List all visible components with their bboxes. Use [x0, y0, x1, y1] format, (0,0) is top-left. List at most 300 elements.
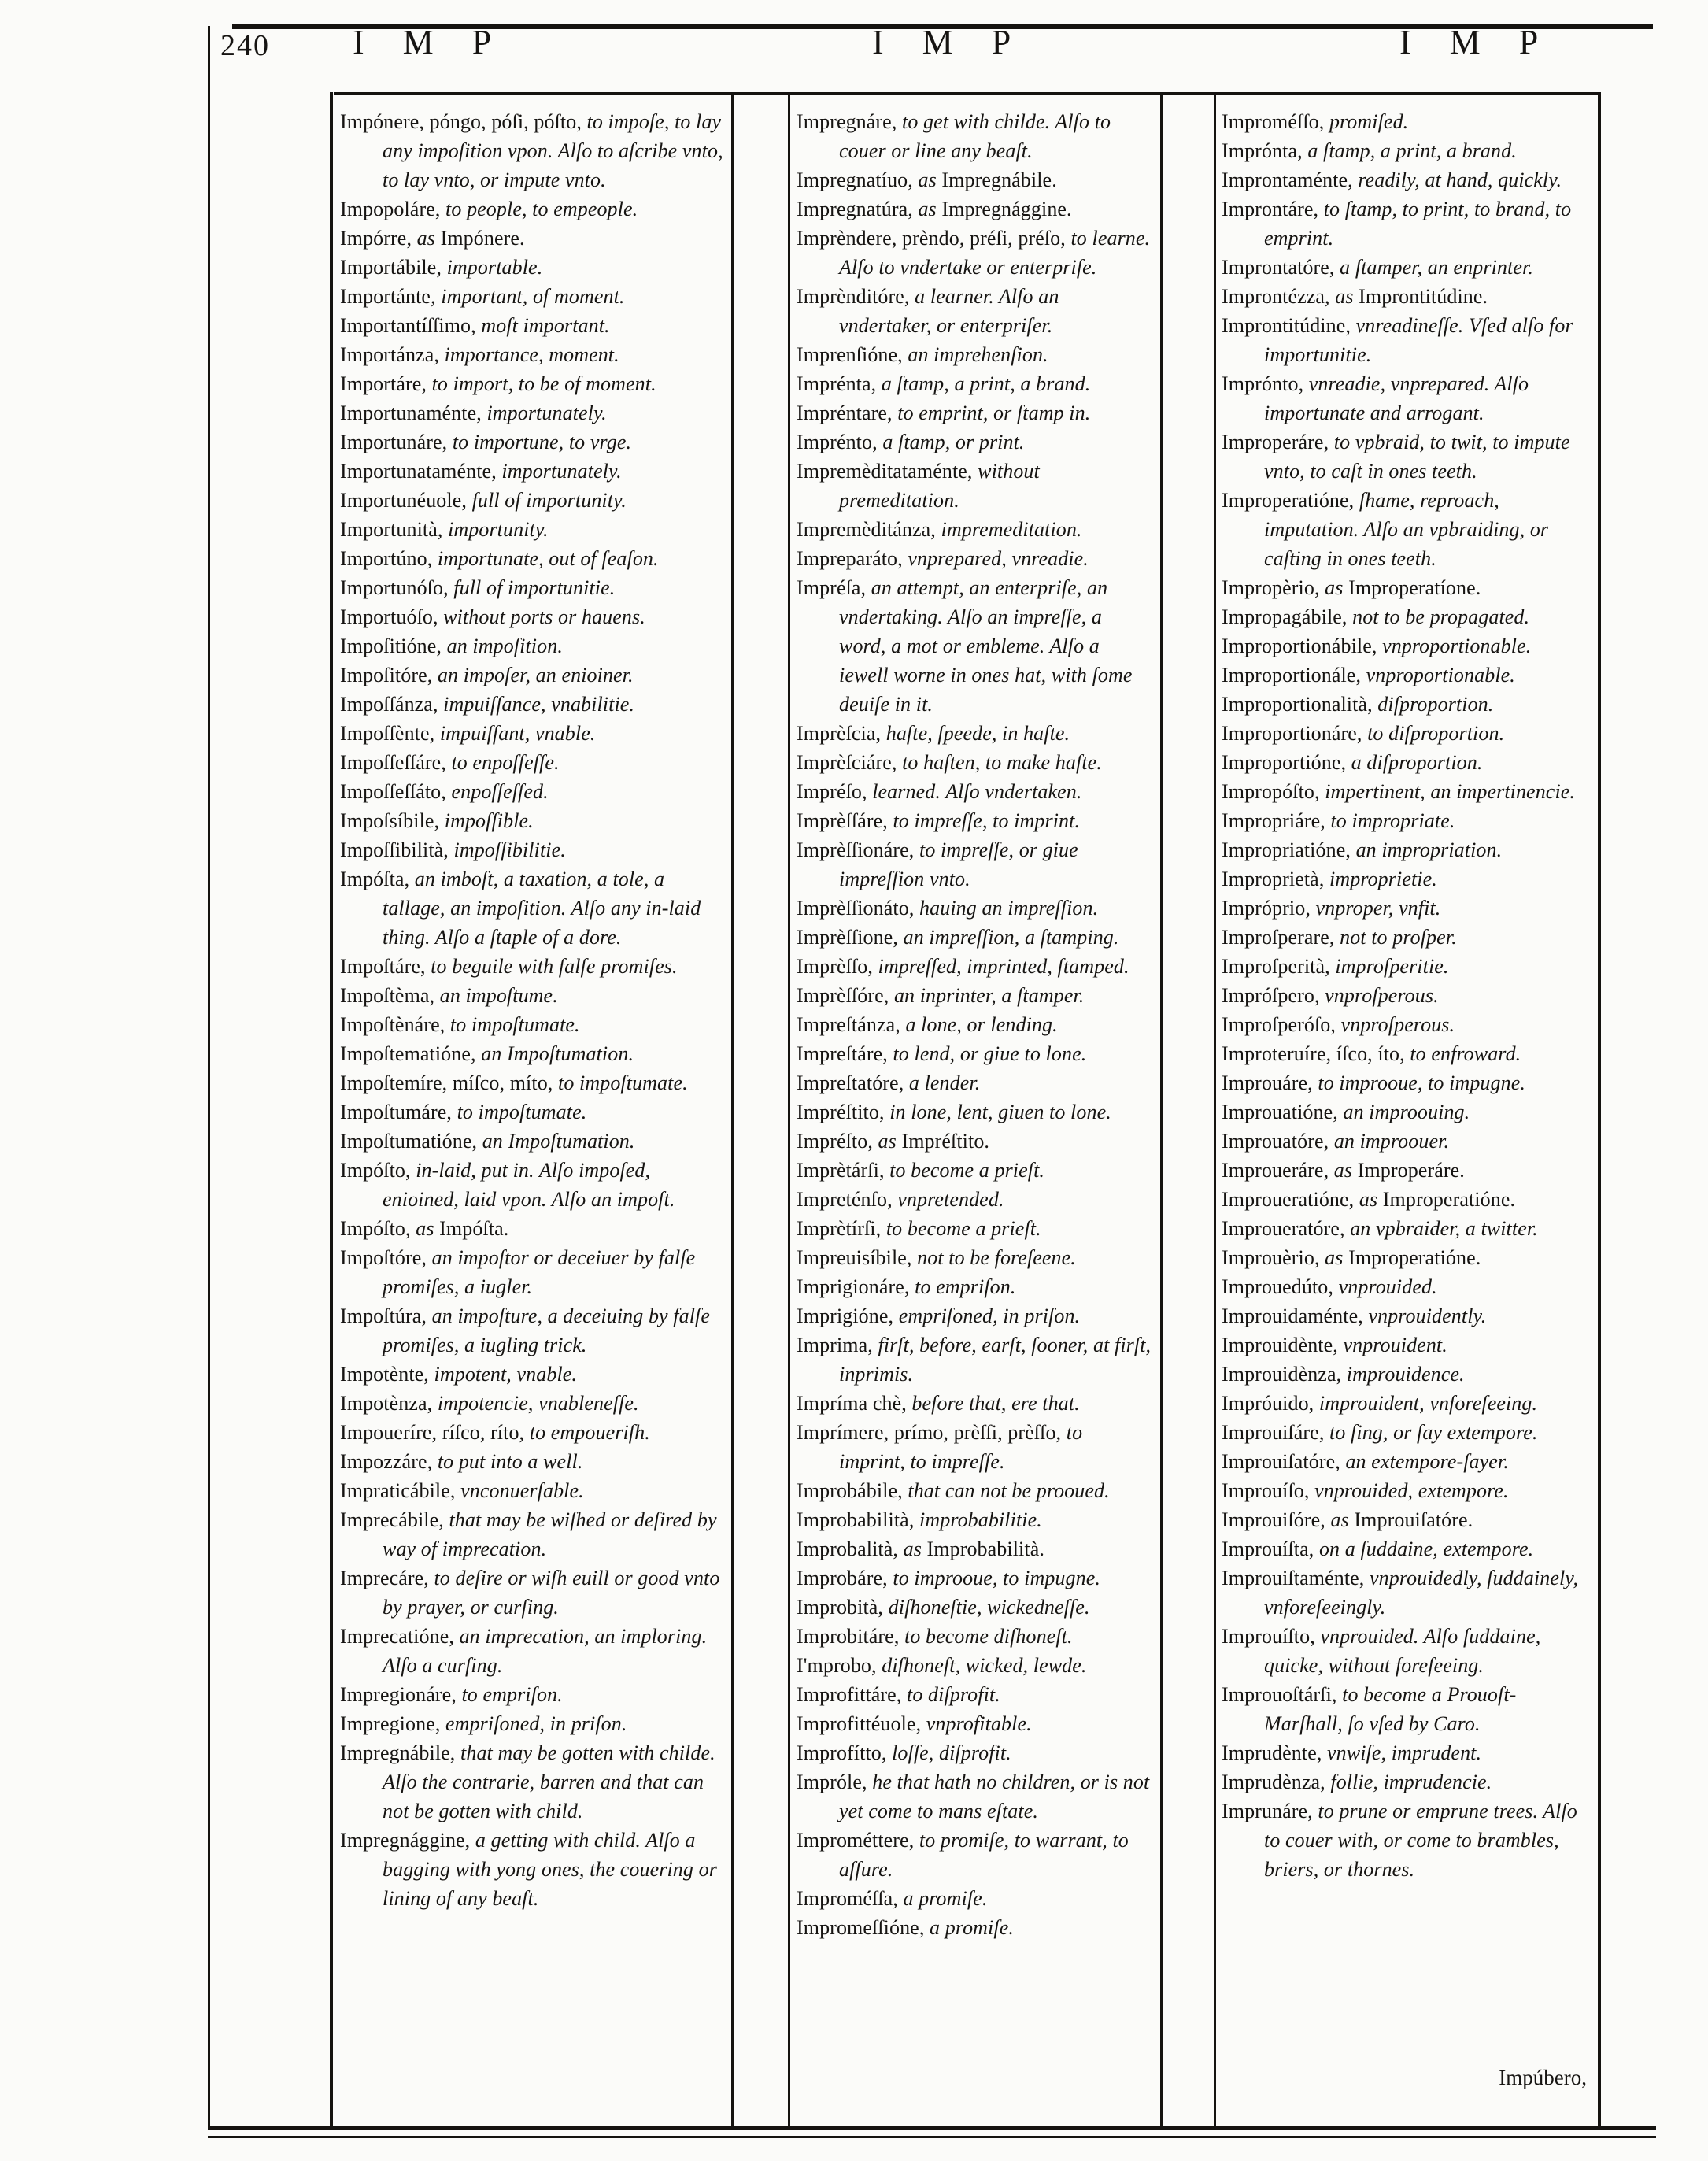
dictionary-entry	[340, 194, 723, 224]
definition-text: as	[1325, 1246, 1349, 1269]
headword-text: Improſperare,	[1222, 926, 1340, 949]
dictionary-entry	[797, 1505, 1152, 1534]
definition-text: an imprecation, an imploring. Alſo a curſing.	[383, 1625, 708, 1677]
headword-text: Impoſtúra,	[340, 1304, 432, 1327]
definition-text: vnproper, vnfit.	[1315, 897, 1441, 920]
dictionary-entry	[797, 1127, 1152, 1156]
headword-text: Improbalità,	[797, 1537, 904, 1560]
definition-text: an impoſtume.	[439, 984, 558, 1007]
headword-text: Importunità,	[340, 518, 449, 541]
headword-text: Imprètírſi,	[797, 1217, 886, 1240]
dictionary-entry	[1222, 194, 1590, 253]
headword-text: Importáre,	[340, 372, 432, 395]
headword-text: Impozzáre,	[340, 1450, 438, 1473]
definition-text: not to proſper.	[1340, 926, 1457, 949]
definition-text: impremeditation.	[941, 518, 1082, 541]
dictionary-entry	[1222, 835, 1590, 864]
dictionary-entry	[1222, 369, 1590, 427]
definition-text: not to be foreſeene.	[917, 1246, 1076, 1269]
dictionary-entry	[340, 631, 723, 661]
dictionary-entry	[797, 1301, 1152, 1330]
definition-text: an impoſition.	[446, 635, 563, 657]
dictionary-entry	[1222, 165, 1590, 194]
dictionary-entry	[797, 1709, 1152, 1738]
dictionary-entry	[1222, 923, 1590, 952]
headword-text: Improfittéuole,	[797, 1712, 926, 1735]
headword-text: Impotènza,	[340, 1392, 438, 1415]
definition-text: firſt, before, earſt, ſooner, at firſt, inprimis.	[839, 1334, 1152, 1386]
definition-text: to lend, or giue to lone.	[893, 1042, 1087, 1065]
headword-text: Improportióne,	[1222, 751, 1351, 774]
dictionary-entry	[340, 1243, 723, 1301]
definition-text: diſhoneſt, wicked, lewde.	[882, 1654, 1087, 1677]
dictionary-entry	[1222, 136, 1590, 165]
definition-text: to imprint, to impreſſe.	[839, 1421, 1083, 1473]
dictionary-entry	[797, 1185, 1152, 1214]
definition-text: that may be wiſhed or deſired by way of imprecation.	[383, 1508, 717, 1560]
dictionary-entry	[797, 573, 1152, 719]
definition-text: in lone, lent, giuen to lone.	[889, 1101, 1111, 1123]
headword-text: Improperatióne.	[1382, 1188, 1516, 1211]
headword-text: Impóſto,	[340, 1217, 416, 1240]
definition-text: to empriſon.	[461, 1683, 563, 1706]
definition-text: impoſſible.	[444, 809, 534, 832]
headword-text: Impregionáre,	[340, 1683, 462, 1706]
headword-text: Improntatóre,	[1222, 256, 1340, 279]
headword-text: Improméſſo,	[1222, 110, 1329, 133]
definition-text: importance, moment.	[444, 343, 619, 366]
dictionary-entry	[1222, 282, 1590, 311]
dictionary-entry	[797, 1068, 1152, 1097]
running-head-column1: I M P	[353, 23, 499, 61]
definition-text: as	[903, 1537, 927, 1560]
headword-text: Impoſſeſſáre,	[340, 751, 452, 774]
headword-text: Improuiſatóre,	[1222, 1450, 1346, 1473]
headword-text: Impoſſánza,	[340, 693, 444, 716]
definition-text: that may be gotten with childe. Alſo the contrarie, barren and that can not be gotten with child.	[383, 1741, 715, 1822]
dictionary-entry	[1222, 1738, 1590, 1767]
dictionary-entry	[340, 1127, 723, 1156]
definition-text: loſſe, diſprofit.	[892, 1741, 1011, 1764]
dictionary-entry	[340, 1476, 723, 1505]
column-3	[1222, 107, 1590, 2093]
dictionary-entry	[797, 427, 1152, 457]
definition-text: ſhame, reproach, imputation. Alſo an vpbraiding, or caſting in ones teeth.	[1264, 489, 1549, 570]
definition-text: to emprint, or ſtamp in.	[897, 401, 1091, 424]
definition-text: vnproportionable.	[1366, 664, 1515, 686]
headword-text: Impoſſibilità,	[340, 838, 454, 861]
dictionary-entry	[797, 1389, 1152, 1418]
headword-text: Importábile,	[340, 256, 447, 279]
definition-text: as	[1330, 1508, 1355, 1531]
dictionary-entry	[797, 835, 1152, 894]
headword-text: Imprudènza,	[1222, 1771, 1331, 1793]
headword-text: Impropóſto,	[1222, 780, 1325, 803]
column-entries	[1222, 107, 1590, 2056]
definition-text: to improoue, to impugne.	[1318, 1071, 1525, 1094]
dictionary-entry	[1222, 602, 1590, 631]
headword-text: Impréſo,	[797, 780, 873, 803]
dictionary-entry	[797, 1884, 1152, 1913]
headword-text: Impreparáto,	[797, 547, 908, 570]
column-entries	[797, 107, 1152, 2122]
headword-text: Improbabilità.	[926, 1537, 1044, 1560]
headword-text: Improperatióne.	[1348, 1246, 1481, 1269]
definition-text: an attempt, an enterpriſe, an vndertaking. Alſo an impreſſe, a word, a mot or embleme. Alſo a iewell worne in ones hat, with ſome deuiſe in it.	[839, 576, 1133, 716]
headword-text: Impoſitóre,	[340, 664, 438, 686]
headword-text: Imprenſióne,	[797, 343, 908, 366]
dictionary-entry	[340, 1010, 723, 1039]
headword-text: Imprénta,	[797, 372, 882, 395]
definition-text: to impoſe, to lay any impoſition vpon. Alſo to aſcribe vnto, to lay vnto, or impute vnto.	[383, 110, 723, 191]
headword-text: Improuíſto,	[1222, 1625, 1321, 1648]
headword-text: Improportionalità,	[1222, 693, 1378, 716]
definition-text: not to be propagated.	[1352, 605, 1530, 628]
definition-text: as	[1359, 1188, 1383, 1211]
definition-text: he that hath no children, or is not yet come to mans eſtate.	[839, 1771, 1150, 1822]
dictionary-entry	[340, 1738, 723, 1826]
headword-text: Impréſa,	[797, 576, 871, 599]
definition-text: without ports or hauens.	[443, 605, 645, 628]
headword-text: Improbábile,	[797, 1479, 908, 1502]
headword-text: Improuatióne,	[1222, 1101, 1344, 1123]
dictionary-entry	[797, 107, 1152, 165]
headword-text: Impréntare,	[797, 401, 898, 424]
headword-text: Imprima,	[797, 1334, 878, 1356]
dictionary-entry	[1222, 690, 1590, 719]
dictionary-entry	[340, 544, 723, 573]
dictionary-entry	[340, 690, 723, 719]
definition-text: enpoſſeſſed.	[451, 780, 549, 803]
headword-text: Impoſtumatióne,	[340, 1130, 482, 1153]
dictionary-entry	[797, 1418, 1152, 1476]
headword-text: Imprecatióne,	[340, 1625, 460, 1648]
definition-text: in-laid, put in. Alſo impoſed, enioined, laid vpon. Alſo an impoſt.	[383, 1159, 675, 1211]
definition-text: improſperitie.	[1335, 955, 1449, 978]
definition-text: improbabilitie.	[919, 1508, 1042, 1531]
dictionary-entry	[797, 981, 1152, 1010]
definition-text: promiſed.	[1329, 110, 1409, 133]
header-divider-rule	[334, 92, 1599, 95]
definition-text: a diſproportion.	[1351, 751, 1483, 774]
definition-text: to deſire or wiſh euill or good vnto by prayer, or curſing.	[383, 1567, 720, 1619]
headword-text: Imprecáre,	[340, 1567, 434, 1589]
dictionary-entry	[797, 340, 1152, 369]
definition-text: to empoueriſh.	[529, 1421, 650, 1444]
catchword: Impúbero,	[1499, 2066, 1587, 2089]
definition-text: empriſoned, in priſon.	[445, 1712, 627, 1735]
headword-text: Improbabilità,	[797, 1508, 920, 1531]
definition-text: an Impoſtumation.	[482, 1130, 635, 1153]
headword-text: Impóſta,	[340, 868, 415, 890]
headword-text: Impoſtènáre,	[340, 1013, 450, 1036]
dictionary-entry	[1222, 1680, 1590, 1738]
headword-text: Impréſto,	[797, 1130, 878, 1153]
definition-text: to put into a well.	[437, 1450, 583, 1473]
headword-text: Improueratóre,	[1222, 1217, 1351, 1240]
dictionary-entry	[340, 981, 723, 1010]
dictionary-entry	[340, 1039, 723, 1068]
headword-text: Improbitáre,	[797, 1625, 905, 1648]
definition-text: vnprouidently.	[1368, 1304, 1487, 1327]
definition-text: as	[1325, 576, 1349, 599]
dictionary-entry	[340, 515, 723, 544]
headword-text: Improntaménte,	[1222, 168, 1359, 191]
dictionary-entry	[1222, 777, 1590, 806]
definition-text: an inprinter, a ſtamper.	[893, 984, 1085, 1007]
dictionary-entry	[797, 1913, 1152, 1942]
headword-text: Imprigióne,	[797, 1304, 899, 1327]
dictionary-entry	[1222, 486, 1590, 573]
dictionary-entry	[797, 806, 1152, 835]
dictionary-entry	[340, 224, 723, 253]
dictionary-entry	[797, 1680, 1152, 1709]
dictionary-entry	[340, 1360, 723, 1389]
definition-text: to importune, to vrge.	[452, 431, 632, 453]
dictionary-entry	[340, 602, 723, 631]
headword-text: Improueráre,	[1222, 1159, 1334, 1182]
headword-text: Imprecábile,	[340, 1508, 449, 1531]
headword-text: Improuiſáre,	[1222, 1421, 1330, 1444]
dictionary-entry	[797, 194, 1152, 224]
dictionary-entry	[1222, 1068, 1590, 1097]
definition-text: an improouing.	[1343, 1101, 1470, 1123]
definition-text: a promiſe.	[930, 1916, 1014, 1939]
dictionary-entry	[340, 369, 723, 398]
dictionary-entry	[340, 1418, 723, 1447]
definition-text: to diſprofit.	[907, 1683, 1000, 1706]
dictionary-entry	[340, 282, 723, 311]
dictionary-entry	[1222, 1010, 1590, 1039]
headword-text: Improuiſatóre.	[1354, 1508, 1473, 1531]
headword-text: Imprónto,	[1222, 372, 1309, 395]
definition-text: an improouer.	[1333, 1130, 1450, 1153]
dictionary-entry	[1222, 1156, 1590, 1185]
page-border-bottom-rule-outer	[208, 2126, 1656, 2130]
definition-text: to empriſon.	[915, 1275, 1016, 1298]
running-head-column3: I M P	[1399, 23, 1546, 61]
definition-text: vnprofitable.	[926, 1712, 1032, 1735]
definition-text: a getting with child. Alſo a bagging with yong ones, the couering or lining of any beaſt.	[383, 1829, 717, 1910]
definition-text: a learner. Alſo an vndertaker, or enterpriſer.	[839, 285, 1059, 337]
column1-left-rule	[330, 92, 333, 2128]
definition-text: as	[918, 168, 942, 191]
column-2	[797, 107, 1152, 2122]
column1-column2-divider-a	[731, 92, 734, 2128]
definition-text: a ſtamper, an enprinter.	[1340, 256, 1533, 279]
page-border-bottom-rule-inner	[208, 2136, 1656, 2138]
definition-text: vnproſperous.	[1340, 1013, 1455, 1036]
definition-text: an Impoſtumation.	[481, 1042, 634, 1065]
definition-text: full of importunitie.	[453, 576, 616, 599]
headword-text: Improuiſóre,	[1222, 1508, 1331, 1531]
definition-text: full of importunity.	[471, 489, 627, 512]
headword-text: Improuèrio,	[1222, 1246, 1325, 1269]
definition-text: to learne. Alſo to vndertake or enterpriſe.	[839, 227, 1151, 279]
definition-text: to become diſhoneſt.	[904, 1625, 1073, 1648]
definition-text: impertinent, an impertinencie.	[1325, 780, 1576, 803]
definition-text: improprietie.	[1329, 868, 1437, 890]
dictionary-entry	[797, 923, 1152, 952]
dictionary-entry	[340, 1389, 723, 1418]
dictionary-entry	[797, 719, 1152, 748]
headword-text: Imprudènte,	[1222, 1741, 1328, 1764]
headword-text: Improbáre,	[797, 1567, 893, 1589]
headword-text: Impoſtematióne,	[340, 1042, 482, 1065]
headword-text: Impóſta.	[439, 1217, 509, 1240]
dictionary-entry	[340, 573, 723, 602]
headword-text: Improuiſtaménte,	[1222, 1567, 1370, 1589]
page-number: 240	[220, 29, 270, 62]
definition-text: vnreadineſſe. Vſed alſo for importunitie.	[1264, 314, 1573, 366]
definition-text: vnproportionable.	[1382, 635, 1532, 657]
definition-text: importunity.	[448, 518, 549, 541]
definition-text: hauing an impreſſion.	[919, 897, 1099, 920]
headword-text: Improuíſta,	[1222, 1537, 1319, 1560]
headword-text: Impromeſſióne,	[797, 1916, 930, 1939]
dictionary-entry	[1222, 806, 1590, 835]
dictionary-entry	[1222, 981, 1590, 1010]
definition-text: to become a Prouoſt-Marſhall, ſo vſed by Caro.	[1264, 1683, 1517, 1735]
headword-text: Impregnábile.	[941, 168, 1057, 191]
dictionary-entry	[797, 1826, 1152, 1884]
definition-text: importunately.	[486, 401, 607, 424]
headword-text: Improuáre,	[1222, 1071, 1318, 1094]
definition-text: as	[1335, 285, 1359, 308]
dictionary-entry	[1222, 952, 1590, 981]
headword-text: Impropagábile,	[1222, 605, 1353, 628]
dictionary-entry	[340, 311, 723, 340]
headword-text: Impregnággine,	[340, 1829, 475, 1852]
dictionary-entry	[340, 340, 723, 369]
definition-text: impuiſſance, vnabilitie.	[443, 693, 635, 716]
headword-text: Improportionábile,	[1222, 635, 1383, 657]
definition-text: to impoſtumate.	[449, 1013, 580, 1036]
dictionary-entry	[1222, 864, 1590, 894]
headword-text: Impremèditánza,	[797, 518, 941, 541]
dictionary-entry	[1222, 573, 1590, 602]
headword-text: Improuidaménte,	[1222, 1304, 1369, 1327]
dictionary-entry	[1222, 1301, 1590, 1330]
definition-text: as	[878, 1130, 902, 1153]
headword-text: Impónere, póngo, póſi, póſto,	[340, 110, 587, 133]
definition-text: impoſſibilitie.	[453, 838, 566, 861]
definition-text: an impoſtor or deceiuer by falſe promiſes, a iugler.	[383, 1246, 696, 1298]
dictionary-entry	[797, 1243, 1152, 1272]
headword-text: Imprèſſionáre,	[797, 838, 919, 861]
headword-text: Impoſtumáre,	[340, 1101, 457, 1123]
headword-text: Improuíſo,	[1222, 1479, 1315, 1502]
dictionary-entry	[340, 806, 723, 835]
dictionary-entry	[1222, 661, 1590, 690]
definition-text: vnprouidedly, ſuddainely, vnforeſeeingly.	[1264, 1567, 1579, 1619]
definition-text: to haſten, to make haſte.	[902, 751, 1102, 774]
definition-text: to enfroward.	[1410, 1042, 1521, 1065]
dictionary-entry	[797, 1214, 1152, 1243]
column2-column3-divider-a	[1160, 92, 1163, 2128]
dictionary-entry	[1222, 1476, 1590, 1505]
headword-text: Improperatíone.	[1348, 576, 1481, 599]
headword-text: Impregnatúra,	[797, 198, 919, 220]
dictionary-entry	[340, 427, 723, 457]
definition-text: as	[918, 198, 942, 220]
headword-text: Impóſto,	[340, 1159, 416, 1182]
dictionary-entry	[1222, 1330, 1590, 1360]
dictionary-entry	[340, 1505, 723, 1563]
headword-text: Improperáre.	[1357, 1159, 1465, 1182]
headword-text: Impotènte,	[340, 1363, 434, 1386]
dictionary-entry	[797, 1767, 1152, 1826]
definition-text: learned. Alſo vndertaken.	[872, 780, 1082, 803]
headword-text: Imprèſciáre,	[797, 751, 903, 774]
definition-text: diſhoneſtie, wickedneſſe.	[888, 1596, 1090, 1619]
headword-text: Improuatóre,	[1222, 1130, 1334, 1153]
definition-text: a ſtamp, a print, a brand.	[881, 372, 1091, 395]
dictionary-entry	[797, 1039, 1152, 1068]
headword-text: Improuidènza,	[1222, 1363, 1347, 1386]
dictionary-entry	[797, 1272, 1152, 1301]
dictionary-entry	[797, 544, 1152, 573]
headword-text: I'mprobo,	[797, 1654, 882, 1677]
definition-text: vnreadie, vnprepared. Alſo importunate and arrogant.	[1264, 372, 1529, 424]
headword-text: Impropèrio,	[1222, 576, 1325, 599]
dictionary-entry	[797, 282, 1152, 340]
headword-text: Importunéuole,	[340, 489, 472, 512]
definition-text: to ſing, or ſay extempore.	[1329, 1421, 1538, 1444]
definition-text: importable.	[446, 256, 543, 279]
headword-text: Improbità,	[797, 1596, 889, 1619]
definition-text: impuiſſant, vnable.	[439, 722, 596, 745]
dictionary-entry	[340, 952, 723, 981]
dictionary-entry	[1222, 1418, 1590, 1447]
dictionary-entry	[1222, 1097, 1590, 1127]
headword-text: Imprónta,	[1222, 139, 1308, 162]
definition-text: impotencie, vnableneſſe.	[437, 1392, 639, 1415]
definition-text: follie, imprudencie.	[1330, 1771, 1492, 1793]
dictionary-entry	[340, 107, 723, 194]
dictionary-entry	[1222, 1360, 1590, 1389]
headword-text: Impoſtèma,	[340, 984, 440, 1007]
definition-text: as	[1333, 1159, 1358, 1182]
headword-text: Impreſtánza,	[797, 1013, 906, 1036]
definition-text: a lone, or lending.	[905, 1013, 1058, 1036]
definition-text: a ſtamp, a print, a brand.	[1307, 139, 1517, 162]
headword-text: Impraticábile,	[340, 1479, 461, 1502]
headword-text: Impréſtito,	[797, 1101, 890, 1123]
headword-text: Importunaménte,	[340, 401, 487, 424]
headword-text: Imprèſſóre,	[797, 984, 894, 1007]
dictionary-entry	[797, 1156, 1152, 1185]
headword-text: Impreſtatóre,	[797, 1071, 909, 1094]
definition-text: to import, to be of moment.	[431, 372, 656, 395]
dictionary-entry	[797, 1330, 1152, 1389]
headword-text: Improuedúto,	[1222, 1275, 1339, 1298]
definition-text: impreſſed, imprinted, ſtamped.	[878, 955, 1129, 978]
headword-text: Importantíſſimo,	[340, 314, 482, 337]
headword-text: Improntáre,	[1222, 198, 1324, 220]
column3-right-rule	[1598, 92, 1601, 2128]
dictionary-entry	[1222, 631, 1590, 661]
definition-text: as	[416, 227, 441, 250]
headword-text: Improntitúdine.	[1359, 285, 1488, 308]
headword-text: Improméttere,	[797, 1829, 919, 1852]
headword-text: Imprímere, prímo, prèſſi, prèſſo,	[797, 1421, 1067, 1444]
dictionary-entry	[1222, 748, 1590, 777]
headword-text: Importánza,	[340, 343, 445, 366]
definition-text: a ſtamp, or print.	[882, 431, 1025, 453]
dictionary-entry	[797, 777, 1152, 806]
dictionary-entry	[797, 1622, 1152, 1651]
